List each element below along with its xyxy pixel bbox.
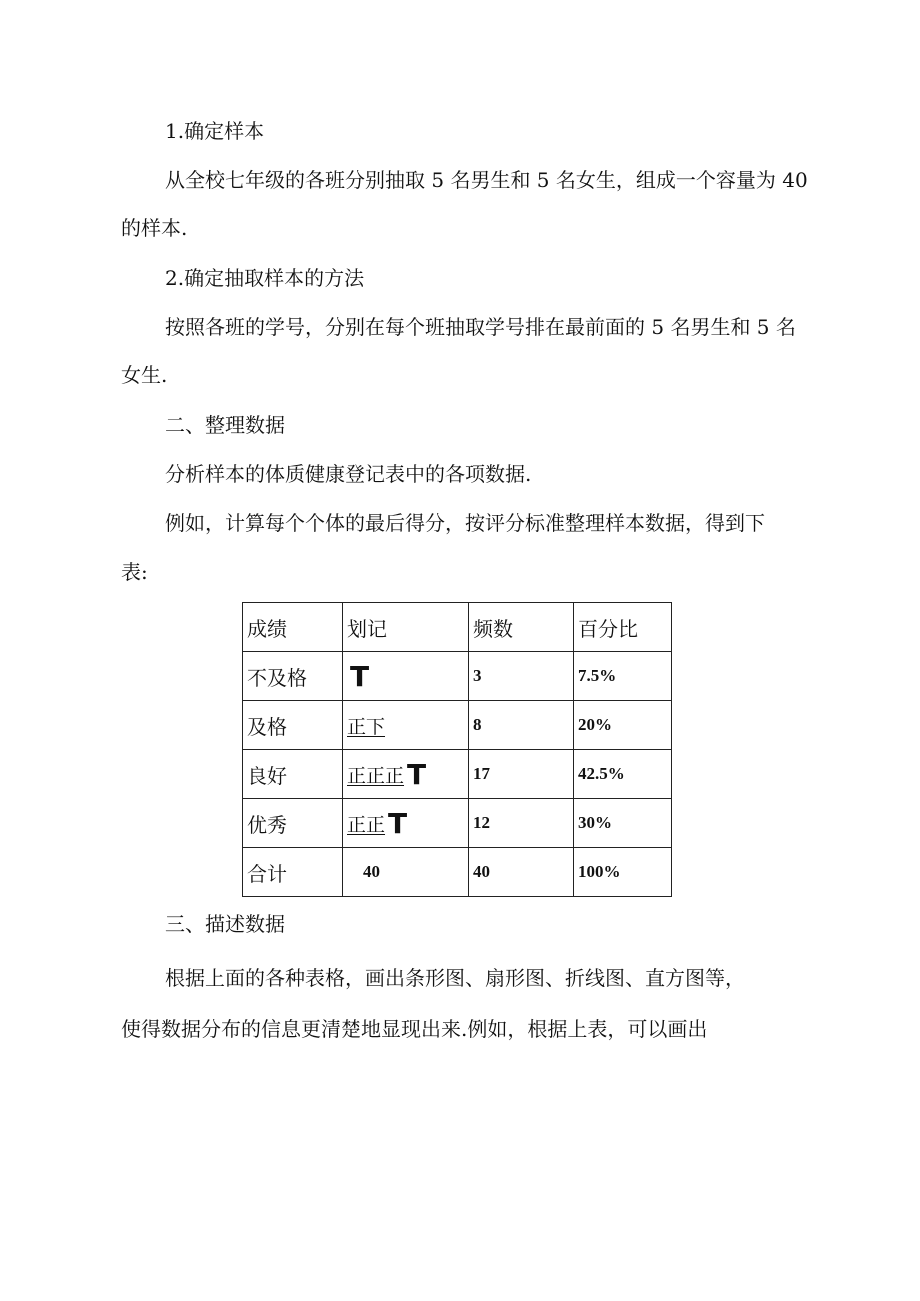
tally-zheng-marks: 正正正 [347, 764, 405, 787]
cell-tally [343, 750, 469, 799]
tally-zheng-marks: 正下 [347, 715, 386, 738]
cell-total-frequency: 40 [469, 848, 574, 897]
table-row [243, 652, 672, 701]
table-header-row [243, 603, 672, 652]
cell-tally [343, 799, 469, 848]
section-heading-describe-data: 三、描述数据 [165, 912, 285, 936]
frequency-table [242, 602, 672, 897]
paragraph-charts-line1: 根据上面的各种表格，画出条形图、扇形图、折线图、直方图等， [165, 966, 745, 990]
section-heading-sampling-method: 2.确定抽取样本的方法 [165, 266, 365, 290]
header-frequency: 频数 [469, 603, 574, 652]
paragraph-analyze: 分析样本的体质健康登记表中的各项数据. [165, 462, 532, 486]
cell-tally [343, 701, 469, 750]
paragraph-sample-line2: 的样本. [121, 216, 188, 240]
cell-percent: 30% [574, 799, 672, 848]
paragraph-example-line1: 例如，计算每个个体的最后得分，按评分标准整理样本数据，得到下 [165, 511, 765, 535]
cell-tally [343, 652, 469, 701]
table-row [243, 750, 672, 799]
cell-frequency: 12 [469, 799, 574, 848]
header-tally: 划记 [343, 603, 469, 652]
cell-frequency: 17 [469, 750, 574, 799]
section-heading-organize-data: 二、整理数据 [165, 413, 285, 437]
tally-t-mark: T [350, 659, 370, 693]
cell-percent: 20% [574, 701, 672, 750]
cell-total-tally: 40 [343, 848, 469, 897]
header-percent: 百分比 [574, 603, 672, 652]
table-row [243, 799, 672, 848]
cell-grade: 良好 [243, 750, 343, 799]
paragraph-method-line1: 按照各班的学号，分别在每个班抽取学号排在最前面的 5 名男生和 5 名 [165, 315, 796, 339]
paragraph-example-line2: 表: [121, 560, 148, 584]
cell-grade: 及格 [243, 701, 343, 750]
cell-total-label: 合计 [243, 848, 343, 897]
tally-t-mark: T [388, 806, 408, 840]
cell-percent: 7.5% [574, 652, 672, 701]
paragraph-charts-line2: 使得数据分布的信息更清楚地显现出来.例如，根据上表，可以画出 [121, 1017, 708, 1041]
cell-grade: 优秀 [243, 799, 343, 848]
tally-t-mark: T [407, 757, 427, 791]
cell-frequency: 3 [469, 652, 574, 701]
paragraph-sample-line1: 从全校七年级的各班分别抽取 5 名男生和 5 名女生，组成一个容量为 40 [165, 168, 808, 192]
header-grade: 成绩 [243, 603, 343, 652]
paragraph-method-line2: 女生. [121, 363, 168, 387]
tally-zheng-marks: 正正 [347, 813, 386, 836]
cell-percent: 42.5% [574, 750, 672, 799]
cell-grade: 不及格 [243, 652, 343, 701]
table-row [243, 701, 672, 750]
cell-total-percent: 100% [574, 848, 672, 897]
section-heading-determine-sample: 1.确定样本 [165, 119, 265, 143]
table-total-row [243, 848, 672, 897]
cell-frequency: 8 [469, 701, 574, 750]
